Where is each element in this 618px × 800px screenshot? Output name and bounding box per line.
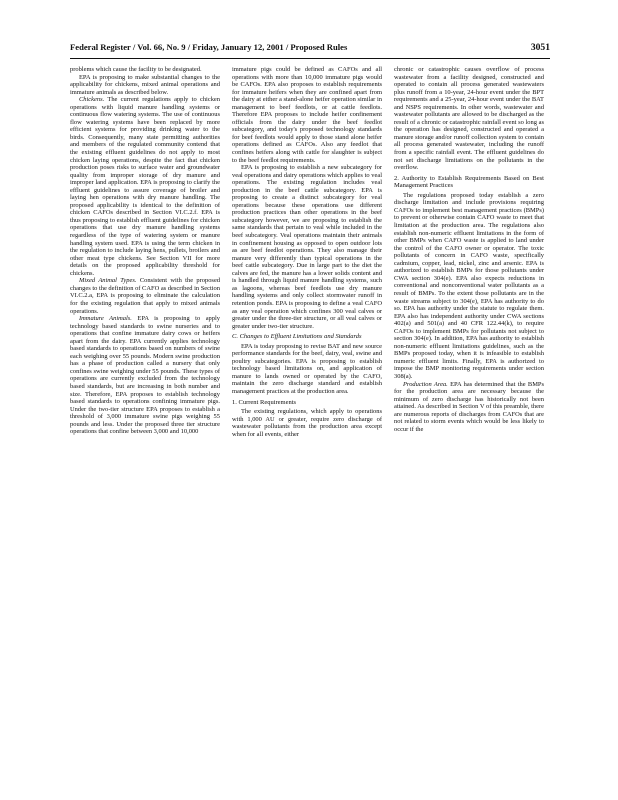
runin-heading: Immature Animals. (79, 315, 132, 323)
section-heading: C. Changes to Effluent Limitations and Standards (232, 333, 362, 341)
paragraph: The regulations proposed today establish a zero discharge limitation and include provisions requiring CAFOs to implement best management practices (BMPs) to prevent or otherwise contain CAFO waste to meet that limitation at the production area. The regulations also establish non-numeric effluent limitations in the form of other BMPs when CAFO waste is applied to land under the control of the CAFO owner or operator. The toxic pollutants of concern in CAFO waste, specifically cadmium, copper, lead, nickel, zinc and arsenic. EPA is authorized to establish BMPs for those pollutants under CWA section 304(e). EPA also expects reductions in conventional and nonconventional water pollutants as a result of BMPs. To the extent those pollutants are in the waste streams subject to 304(e), EPA has authority to do so. EPA has authority under the statute to regulate them. EPA also has independent authority under CWA sections 402(a) and 501(a) and 40 CFR 122.44(k), to require CAFOs to implement BMPs for pollutants not subject to section 304(e). In addition, EPA has authority to establish non-numeric effluent limitations guidelines, such as the BMPs proposed today, when it is infeasible to establish numeric effluent limits. Finally, EPA is authorized to impose the BMP monitoring requirements under section 308(a). (394, 191, 544, 380)
running-head: Federal Register / Vol. 66, No. 9 / Friday, January 12, 2001 / Proposed Rules (70, 42, 348, 52)
paragraph-mixed-animal-types (70, 277, 220, 315)
paragraph-text: EPA is proposing to apply technology based standards to swine nurseries and to operations that confine immature dairy cows or heifers apart from the dairy. EPA currently applies technology based standards to operations based on numbers of swine each weighing over 55 pounds. Modern swine production has a phase of production called a nursery that only confines swine weighing under 55 pounds. These types of operations are currently excluded from the technology based standards, but are increasing in both number and size. Therefore, EPA proposes to establish technology based standards to operations confining immature pigs. Under the two-tier structure EPA proposes to establish a threshold of 3,000 immature swine pigs weighing 55 pounds and less. Under the proposed three tier structure operations that confine between 3,000 and 10,000 (70, 315, 220, 436)
paragraph-immature-animals (70, 315, 220, 436)
page-header (70, 42, 550, 56)
paragraph-text: The current regulations apply to chicken operations with liquid manure handling systems or continuous flow watering systems. The use of continuous flow watering systems have been replaced by more efficient systems for providing drinking water to the birds. Consequently, many state permitting authorities and members of the regulated community contend that the existing effluent guidelines do not apply to most chicken laying operations, despite the fact that chicken production poses risks to surface water and groundwater quality from improper storage of dry manure and improper land application. EPA is proposing to clarify the effluent guidelines to assure coverage of broiler and laying hen operations with dry manure handling. The proposed applicability is identical to the definition of chicken CAFOs described in Section VI.C.2.f. EPA is thus proposing to establish effluent guidelines for chicken operations that use dry manure handling systems regardless of the type of watering system or manure handling system used. EPA is using the term chicken in the regulation to include laying hens, pullets, broilers and other meat type chickens. See Section VII for more details on the proposed applicability threshold for chickens. (70, 96, 220, 277)
paragraph: problems which cause the facility to be designated. (70, 66, 202, 73)
paragraph-production-area (394, 381, 544, 434)
paragraph: EPA is proposing to establish a new subcategory for veal operations and dairy operations which applies to veal operations. The existing regulation includes veal production in the beef cattle subcategory. EPA is proposing to create a distinct subcategory for veal operations because these operations use different production practices than other operations in the beef subcategory however, we are proposing to establish the same standards that pertain to veal while included in the beef subcategory. Veal operations maintain their animals in confinement housing as opposed to open outdoor lots as are beef feedlot operations. They also manage their manure very differently than typical operations in the beef cattle subcategory. Due in large part to the diet the calves are fed, the manure has a lower solids content and is handled through liquid manure handling systems, such as lagoons, whereas beef feedlots use dry manure handling systems and only collect stormwater runoff in retention ponds. EPA is proposing to define a veal CAFO as any veal operation which confines 300 veal calves or greater under the three-tier structure, or all veal calves or greater under two-tier structure. (232, 164, 382, 330)
subsection-heading: 2. Authority to Establish Requirements Based on Best Management Practices (394, 174, 544, 190)
paragraph: The existing regulations, which apply to operations with 1,000 AU or greater, require zero discharge of wastewater pollutants from the production area except when for all events, either (232, 408, 382, 438)
paragraph: immature pigs could be defined as CAFOs and all operations with more than 10,000 immature pigs would be CAFOs. EPA also proposes to establish requirements for immature heifers when they are confined apart from the dairy at either a stand-alone heifer operation similar in management to beef feedlots, or at cattle feedlots. Therefore EPA proposes to include heifer confinement officials from the dairy under the beef feedlot subcategory, and today's proposed technology standards for beef feedlots would apply to those stand alone heifer operations defined as CAFOs. Also any feedlot that confines heifers along with cattle for slaughter is subject to the beef feedlot requirements. (232, 66, 382, 164)
paragraph-text: Consistent with the proposed changes to the definition of CAFO as described in Section VI.C.2.a, EPA is proposing to eliminate the calculation for the existing regulation that apply to mixed animals operations. (70, 277, 220, 315)
paragraph-chickens (70, 96, 220, 277)
paragraph: EPA is today proposing to revise BAT and new source performance standards for the beef, dairy, veal, swine and poultry subcategories. EPA is proposing to establish technology based limitations on, and application of manure to lands owned or operated by the CAFO, maintain the zero discharge standard and establish management practices at the production area. (232, 342, 382, 396)
paragraph: chronic or catastrophic causes overflow of process wastewater from a facility designed, constructed and operated to contain all process generated wastewaters plus runoff from a 10-year, 24-hour event under the BPT requirements and a 25-year, 24-hour event under the BAT and NSPS requirements. In other words, wastewater and wastewater pollutants are allowed to be discharged as the result of a chronic or catastrophic rainfall event so long as the operation has designed, constructed and operated a manure storage and/or runoff collection system to contain all process generated wastewater, including the runoff from a specific rainfall event. The effluent guidelines do not set discharge limitations on the pollutants in the overflow. (394, 66, 544, 172)
text-column-left (70, 66, 220, 784)
paragraph: EPA is proposing to make substantial changes to the applicability for chickens, mixed animal operations and immature animals as described below. (70, 73, 220, 96)
runin-heading: Production Area. (403, 380, 448, 388)
text-column-right (394, 66, 544, 784)
runin-heading: Mixed Animal Types. (79, 277, 137, 285)
page-number: 3051 (530, 42, 550, 53)
runin-heading: Chickens. (79, 96, 105, 104)
paragraph-text: EPA has determined that the BMPs for the production area are necessary because the minimum of zero discharge has historically not been attained. As described in Section V of this preamble, there are numerous reports of discharges from CAFOs that are not related to storm events which would be less likely to occur if the (394, 380, 544, 433)
subsection-heading: 1. Current Requirements (232, 398, 297, 406)
text-column-middle (232, 66, 382, 784)
header-rule (70, 58, 550, 59)
